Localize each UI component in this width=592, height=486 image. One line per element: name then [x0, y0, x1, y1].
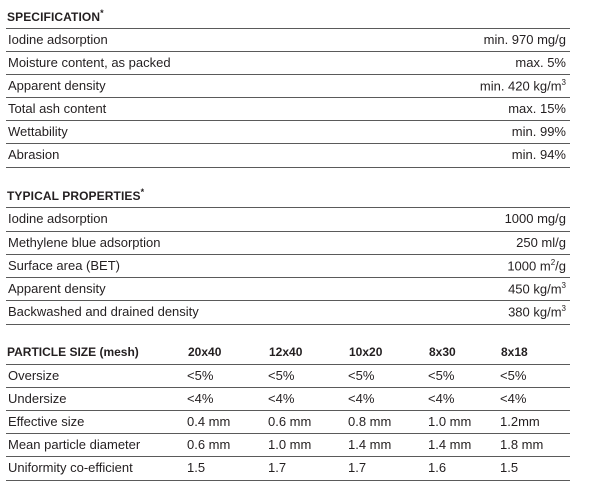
particle-label: Mean particle diameter [8, 437, 141, 452]
spec-row [6, 120, 570, 144]
particle-cell: <5% [268, 368, 295, 383]
particle-cell: 1.7 [268, 460, 287, 475]
particle-cell: <4% [428, 391, 455, 406]
particle-cell: 0.8 mm [348, 414, 392, 429]
particle-cell: <4% [187, 391, 214, 406]
typical-value: 1000 $m^2/g$ [507, 258, 566, 274]
particle-cell: <4% [348, 391, 375, 406]
particle-cell: 1.8 mm [500, 437, 544, 452]
particle-cell: 0.4 mm [187, 414, 231, 429]
typical-label: Apparent density [8, 281, 106, 296]
particle-cell: 1.4 mm [428, 437, 472, 452]
column-header: 12x40 [269, 345, 303, 359]
particle-cell: <5% [500, 368, 527, 383]
typical-label: Surface area (BET) [8, 258, 120, 273]
spec-value: min. 99% [511, 124, 566, 139]
typical-row [6, 254, 570, 278]
particle-size-title: PARTICLE SIZE (mesh) [7, 345, 139, 359]
spec-label: Moisture content, as packed [8, 55, 171, 70]
typical-value: 250 ml/g [516, 235, 566, 250]
spec-row [6, 143, 570, 168]
spec-label: Apparent density [8, 78, 106, 93]
particle-cell: 0.6 mm [187, 437, 231, 452]
particle-cell: 0.6 mm [268, 414, 312, 429]
spec-label: Total ash content [8, 101, 107, 116]
particle-cell: 1.0 mm [428, 414, 472, 429]
particle-label: Undersize [8, 391, 67, 406]
particle-row [6, 456, 570, 481]
spec-value: max. 15% [508, 101, 566, 116]
spec-row [6, 51, 570, 75]
spec-row [6, 28, 570, 52]
particle-label: Oversize [8, 368, 60, 383]
typical-properties-title: TYPICAL PROPERTIES* [7, 187, 145, 203]
particle-row [6, 387, 570, 411]
particle-cell: 1.4 mm [348, 437, 392, 452]
spec-value: min. 970 mg/g [483, 32, 566, 47]
particle-size-header [7, 345, 571, 365]
particle-cell: <4% [500, 391, 527, 406]
column-header: 8x30 [429, 345, 456, 359]
particle-cell: 1.2mm [500, 414, 540, 429]
typical-value: 380 $kg/m^3$ [508, 304, 566, 320]
typical-row [6, 277, 570, 301]
particle-cell: <5% [187, 368, 214, 383]
spec-label: Wettability [8, 124, 68, 139]
particle-cell: 1.7 [348, 460, 367, 475]
typical-label: Backwashed and drained density [8, 304, 199, 319]
particle-cell: <5% [428, 368, 455, 383]
typical-row [6, 231, 570, 255]
particle-cell: 1.5 [187, 460, 206, 475]
spec-value: min. 94% [511, 147, 566, 162]
particle-cell: 1.5 [500, 460, 519, 475]
spec-row [6, 74, 570, 98]
particle-cell: 1.0 mm [268, 437, 312, 452]
particle-row [6, 364, 570, 388]
spec-value: max. 5% [515, 55, 566, 70]
typical-row [6, 300, 570, 325]
typical-value: 450 $kg/m^3$ [508, 281, 566, 297]
column-header: 10x20 [349, 345, 383, 359]
spec-label: Iodine adsorption [8, 32, 108, 47]
particle-cell: 1.6 [428, 460, 447, 475]
particle-label: Effective size [8, 414, 85, 429]
particle-cell: <5% [348, 368, 375, 383]
specification-title: SPECIFICATION* [7, 8, 104, 24]
particle-row [6, 433, 570, 457]
typical-label: Methylene blue adsorption [8, 235, 161, 250]
particle-row [6, 410, 570, 434]
typical-value: 1000 mg/g [504, 211, 566, 226]
particle-cell: <4% [268, 391, 295, 406]
particle-label: Uniformity co-efficient [8, 460, 133, 475]
typical-row [6, 207, 570, 231]
typical-label: Iodine adsorption [8, 211, 108, 226]
spec-value: min. 420 $kg/m^3$ [479, 78, 566, 94]
column-header: 20x40 [188, 345, 222, 359]
spec-label: Abrasion [8, 147, 60, 162]
spec-row [6, 97, 570, 121]
column-header: 8x18 [501, 345, 528, 359]
